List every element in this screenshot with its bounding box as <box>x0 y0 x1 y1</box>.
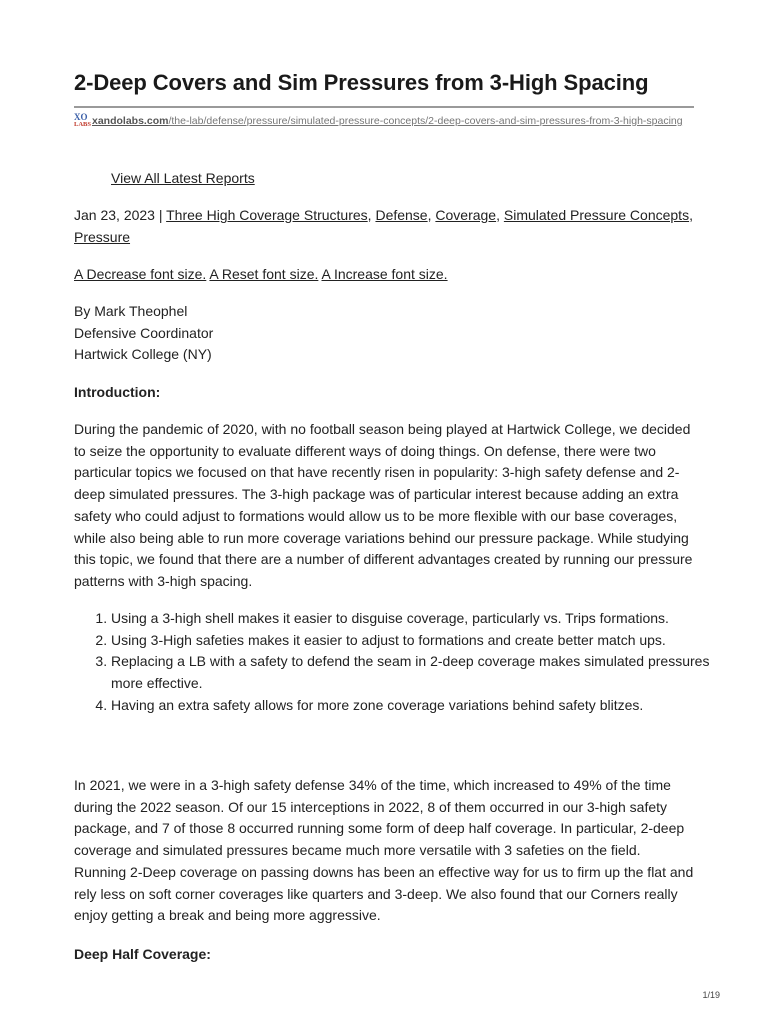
reset-font-button[interactable]: A Reset font size. <box>209 266 319 282</box>
section-heading-introduction: Introduction: <box>74 384 161 400</box>
list-item: 4. Having an extra safety allows for more zone coverage variations behind safety blitzes. <box>111 695 731 717</box>
list-item: 1. Using a 3-high shell makes it easier to disguise coverage, particularly vs. Trips formations. <box>111 608 731 630</box>
author-name: By Mark Theophel <box>74 303 188 319</box>
title-divider <box>74 106 694 108</box>
view-all-reports-link[interactable]: View All Latest Reports <box>111 170 255 186</box>
xandolabs-logo-icon: XO LABS <box>74 112 91 128</box>
increase-font-button[interactable]: A Increase font size. <box>321 266 448 282</box>
page-number: 1/19 <box>702 990 720 1000</box>
source-domain[interactable]: xandolabs.com <box>92 115 169 127</box>
category-link[interactable]: Coverage <box>435 207 497 223</box>
category-link[interactable]: Three High Coverage Structures <box>166 207 368 223</box>
source-path[interactable]: /the-lab/defense/pressure/simulated-pressure-concepts/2-deep-covers-and-sim-pressures-from-3-high-spacing <box>168 115 683 127</box>
category-link[interactable]: Simulated Pressure Concepts <box>503 207 690 223</box>
list-item: 3. Replacing a LB with a safety to defend the seam in 2-deep coverage makes simulated pressures more effective. <box>111 651 731 694</box>
font-size-controls <box>74 264 694 286</box>
category-link[interactable]: Pressure <box>74 228 131 245</box>
list-item: 2. Using 3-High safeties makes it easier to adjust to formations and create better match ups. <box>111 630 731 652</box>
view-all-reports-link-wrap <box>111 168 731 190</box>
byline <box>74 301 694 366</box>
author-affiliation: Hartwick College (NY) <box>74 346 212 362</box>
author-title: Defensive Coordinator <box>74 324 214 341</box>
decrease-font-button[interactable]: A Decrease font size. <box>74 266 207 282</box>
section-heading-deep-half: Deep Half Coverage: <box>74 946 211 962</box>
post-meta: Jan 23, 2023 | Three High Coverage Structures, Defense, Coverage, Simulated Pressure Concepts, Pressure <box>74 207 693 245</box>
advantages-list <box>74 608 731 717</box>
source-url[interactable] <box>74 114 694 128</box>
post-date: Jan 23, 2023 | <box>74 207 167 223</box>
page-title: 2-Deep Covers and Sim Pressures from 3-High Spacing <box>74 70 649 95</box>
stats-paragraph: In 2021, we were in a 3-high safety defense 34% of the time, which increased to 49% of the time during the 2022 season. Of our 15 interceptions in 2022, 8 of them occurred in our 3-high safety package, and 7 of those 8 occurred running some form of deep half coverage. In particular, 2-deep coverage and simulated pressures became much more versatile with 3 safeties on the field. Running 2-Deep coverage on passing downs has been an effective way for us to firm up the flat and rely less on soft corner coverages like quarters and 3-deep. We also found that our Corners really enjoy getting a break and being more aggressive. <box>74 777 694 924</box>
intro-paragraph: During the pandemic of 2020, with no football season being played at Hartwick College, we decided to seize the opportunity to evaluate different ways of doing things. On defense, there were two particular topics we focused on that have recently risen in popularity: 3-high safety defense and 2-deep simulated pressures. The 3-high package was of particular interest because adding an extra safety who could adjust to formations would allow us to be more flexible with our base coverages, while also being able to run more coverage variations behind our pressure package. While studying this topic, we found that there are a number of different advantages created by running our pressure patterns with 3-high spacing. <box>74 421 693 589</box>
category-link[interactable]: Defense <box>375 207 428 223</box>
